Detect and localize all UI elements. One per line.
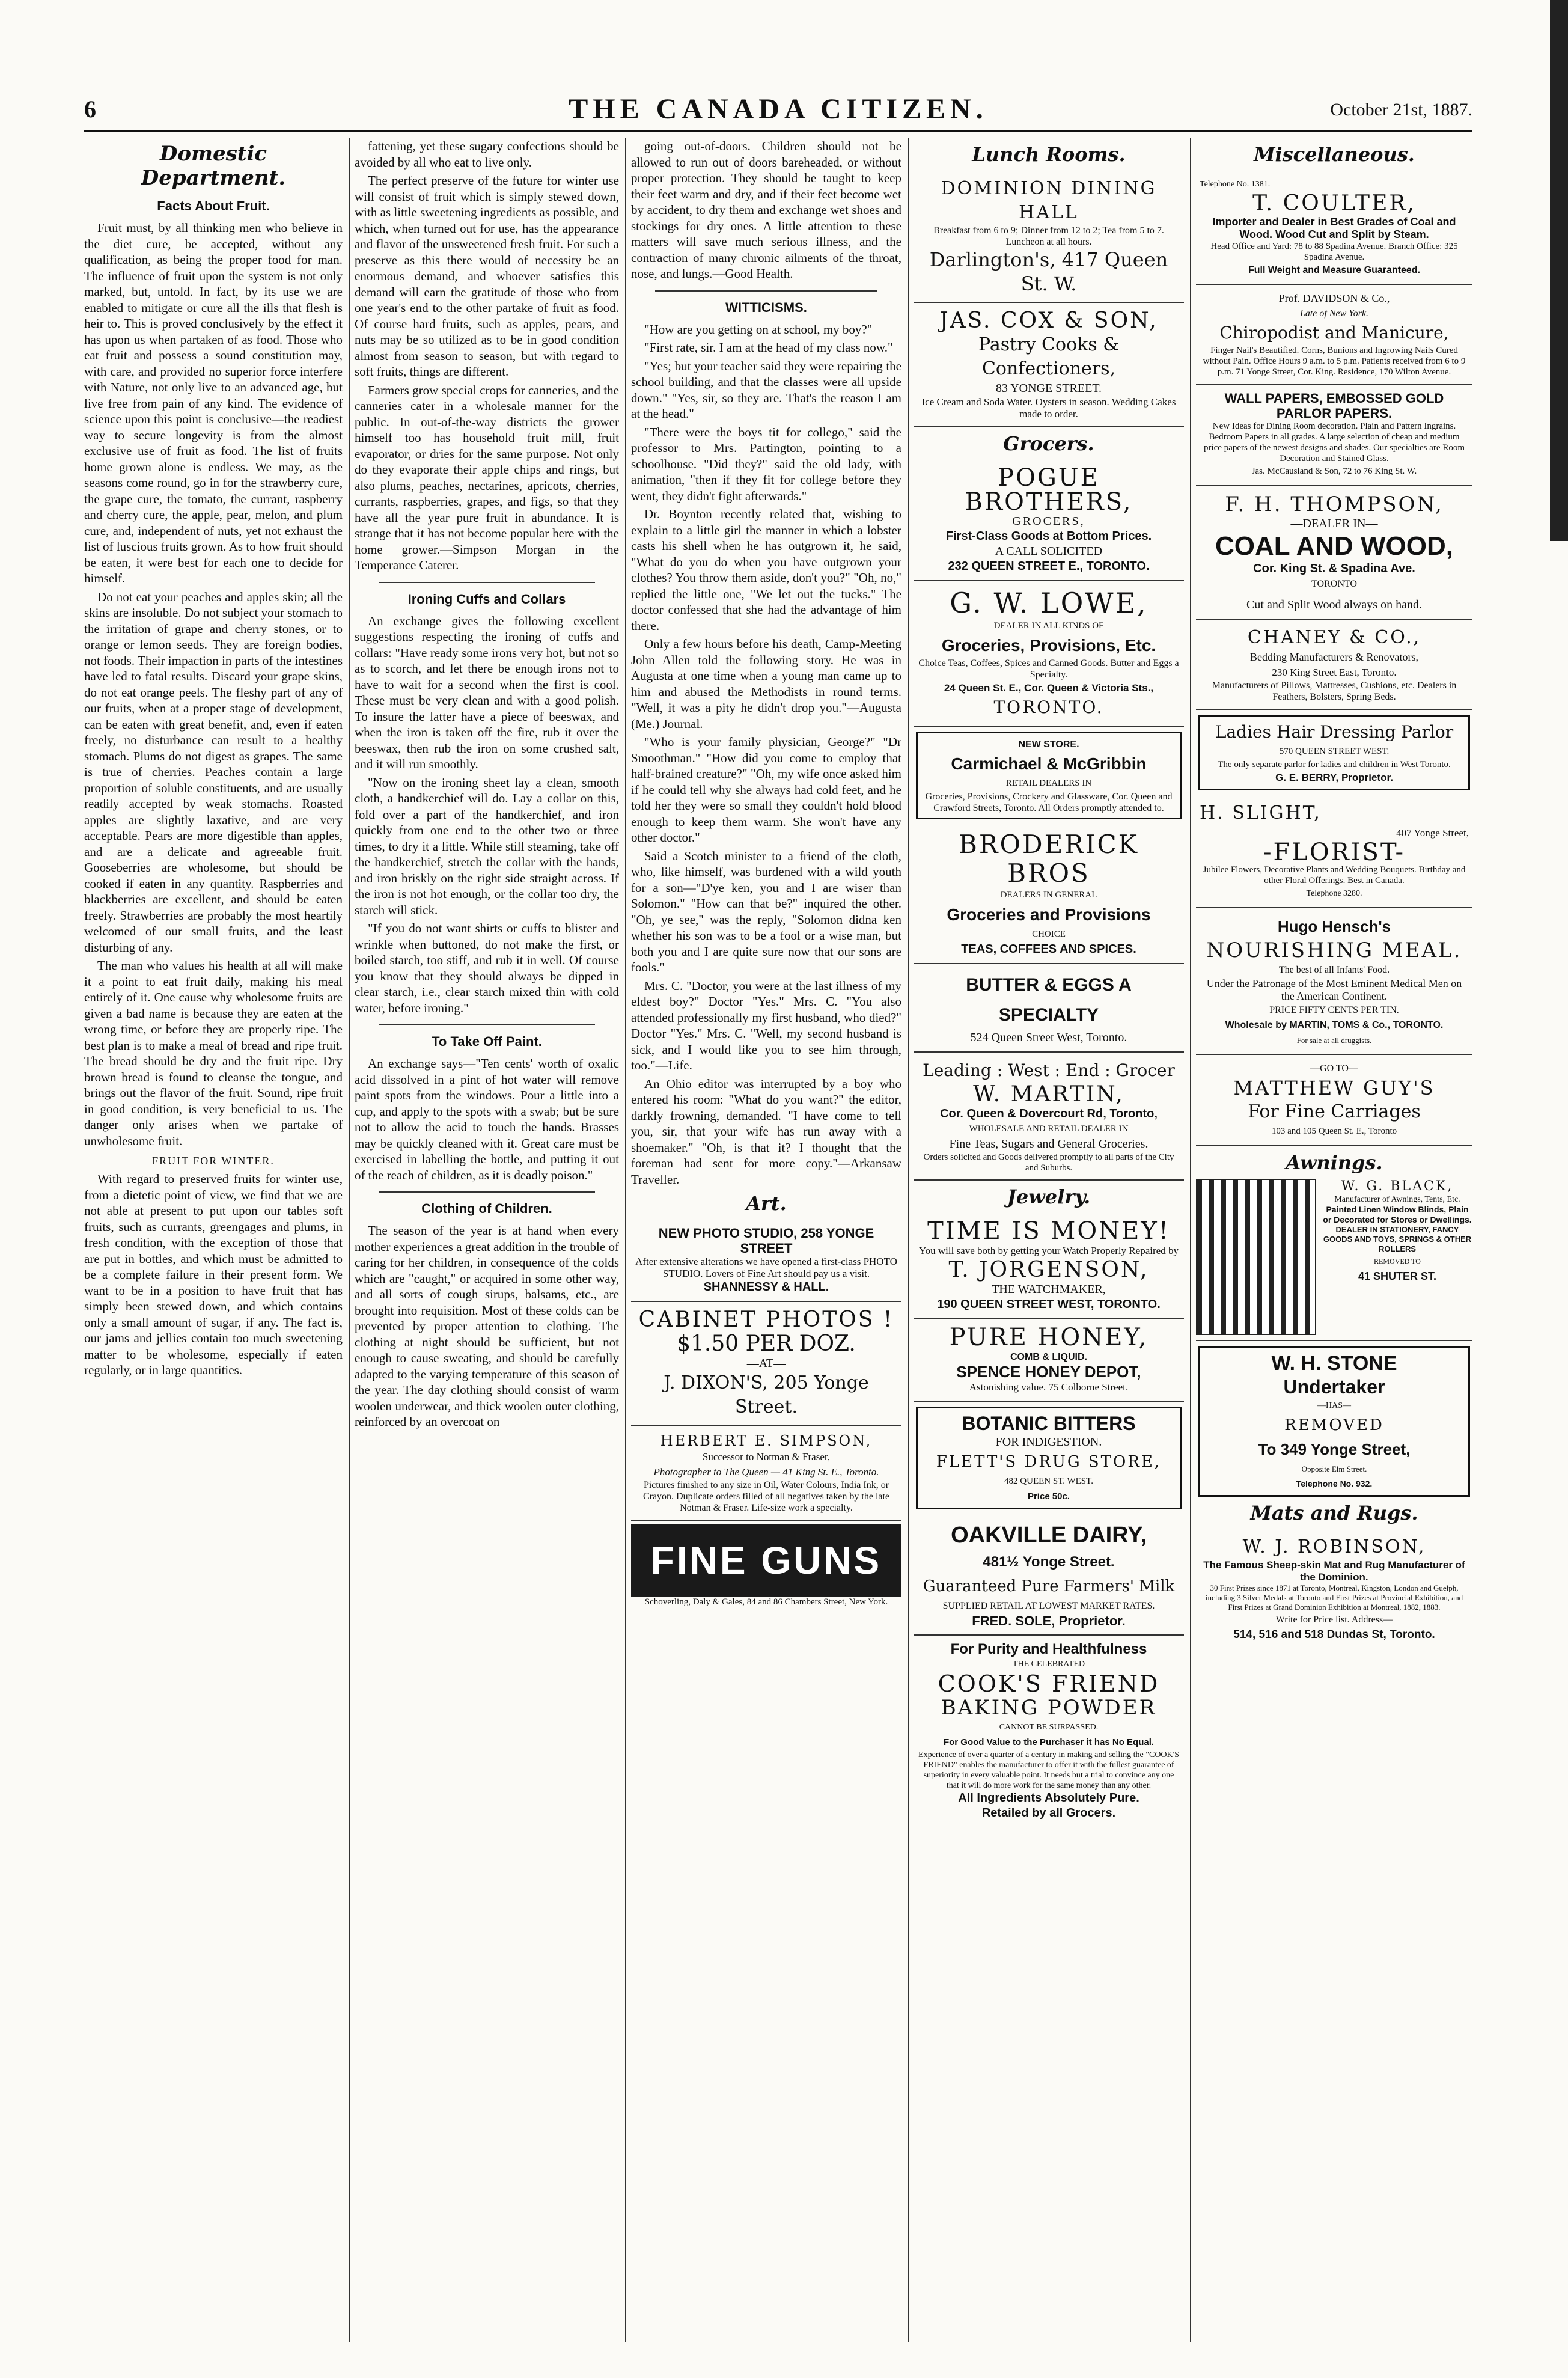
- ad-text: BAKING POWDER: [941, 1696, 1157, 1720]
- ad-text: REMOVED: [1284, 1416, 1384, 1434]
- ad-text: Schoverling, Daly & Gales, 84 and 86 Chambers Street, New York.: [644, 1597, 888, 1607]
- ad-pogue: [914, 460, 1184, 581]
- ad-slight-florist: [1196, 795, 1472, 908]
- ad-botanic: [916, 1407, 1182, 1509]
- ad-title: POGUE BROTHERS,: [965, 464, 1133, 516]
- article-title-fruit: Facts About Fruit.: [157, 198, 270, 213]
- ad-title: MATTHEW GUY'S: [1233, 1077, 1435, 1099]
- ad-text: CANNOT BE SURPASSED.: [999, 1723, 1099, 1732]
- ad-address: Darlington's, 417 Queen St. W.: [929, 248, 1168, 295]
- ad-address: 481½ Yonge Street.: [983, 1554, 1115, 1570]
- ad-text: The best of all Infants' Food.: [1278, 965, 1390, 975]
- ad-text: -FLORIST-: [1263, 839, 1405, 866]
- ad-text: The Famous Sheep-skin Mat and Rug Manufacturer of the Dominion.: [1203, 1559, 1465, 1583]
- ad-carmichael: [916, 732, 1182, 819]
- paragraph: "Now on the ironing sheet lay a clean, smooth cloth, a handkerchief will do. Lay a collar on this, fold over a part of the handkerchief, and iron quickly from one end to the other two or three times, to dry it a little. While still steaming, take off the handkerchief, stretch the collar with the hands, and iron briskly on the right side straight across. If the iron is not hot enough, or the collar too dry, the starch will stick.: [355, 775, 619, 917]
- ad-address: Cor. King St. & Spadina Ave.: [1253, 562, 1415, 575]
- ad-title: Prof. DAVIDSON & Co.,: [1278, 292, 1390, 304]
- ad-thompson: [1196, 486, 1472, 620]
- ad-text: Telephone No. 932.: [1296, 1479, 1373, 1488]
- ad-title: Carmichael & McGribbin: [951, 754, 1147, 773]
- column-2: [355, 138, 619, 2342]
- ad-text: Choice Teas, Coffees, Spices and Canned Goods. Butter and Eggs a Specialty.: [918, 658, 1179, 680]
- paragraph: fattening, yet these sugary confections should be avoided by all who eat to live only.: [355, 139, 619, 170]
- section-title-misc: Miscellaneous.: [1254, 143, 1415, 166]
- ad-text: TORONTO.: [993, 697, 1104, 717]
- ad-title: TIME IS MONEY!: [927, 1217, 1170, 1245]
- ad-address: 482 QUEEN ST. WEST.: [1004, 1476, 1093, 1486]
- article-title-witticisms: WITTICISMS.: [725, 299, 807, 315]
- column-3: [631, 138, 901, 2342]
- ad-price: PRICE FIFTY CENTS PER TIN.: [1269, 1005, 1399, 1015]
- page-number: 6: [84, 96, 96, 123]
- ad-text: SHANNESSY & HALL.: [703, 1280, 829, 1294]
- ad-text: Photographer to The Queen — 41 King St. E., Toronto.: [653, 1466, 879, 1478]
- ad-text: Full Weight and Measure Guaranteed.: [1248, 265, 1420, 275]
- ad-address: 232 QUEEN STREET E., TORONTO.: [948, 560, 1150, 573]
- paragraph: An exchange gives the following excellent suggestions respecting the ironing of cuffs and collars: "Have ready some irons very hot, but not so as to scorch, and let there be enough irons not to have to wait for a second when the first is cool. These must be very clean and with a good polish. To insure the latter have a piece of beeswax, and when the iron is taken off the fire, rub it over the beeswax, then rub the iron on some crushed salt, and it will run smoothly.: [355, 613, 619, 771]
- ad-text: For Purity and Healthfulness: [950, 1641, 1147, 1657]
- ad-text: COMB & LIQUID.: [1010, 1352, 1087, 1362]
- ad-text: Telephone 3280.: [1306, 889, 1362, 898]
- ad-text: Cut and Split Wood always on hand.: [1246, 598, 1422, 611]
- paragraph: With regard to preserved fruits for winter use, from a dietetic point of view, we find that we are not able at present to put upon our tables soft fruits, such as currants, greengages and plums, in fresh condition, with the exception of those that are put in bottles, and which must be admitted to be a complete failure in their present form. We want to be in a position to have fruit that has simply been stewed down, and which contains only a small amount of sugar, if any. The fact is, our jams and jellies contain too much sweetening matter to be wholesome, especially if eaten regularly, or in large quantities.: [84, 1172, 343, 1377]
- ad-title: W. MARTIN,: [973, 1082, 1124, 1107]
- ad-address: 514, 516 and 518 Dundas St, Toronto.: [1233, 1628, 1435, 1641]
- article-body-paint: [355, 1056, 619, 1183]
- ad-text: Ice Cream and Soda Water. Oysters in season. Wedding Cakes made to order.: [921, 396, 1176, 420]
- ad-title: COOK'S FRIEND: [938, 1670, 1160, 1697]
- article-body-winter: [84, 1171, 343, 1378]
- ad-text: THE WATCHMAKER,: [992, 1283, 1106, 1296]
- ad-text: Jas. McCausland & Son, 72 to 76 King St. W.: [1251, 466, 1417, 476]
- ad-text: SUPPLIED RETAIL AT LOWEST MARKET RATES.: [942, 1601, 1155, 1611]
- column-rule: [1190, 138, 1191, 2342]
- ad-ladies-hair: [1198, 715, 1470, 790]
- ad-text: Late of New York.: [1299, 308, 1369, 319]
- ad-title: NEW PHOTO STUDIO, 258 YONGE STREET: [658, 1226, 874, 1256]
- ad-text: Opposite Elm Street.: [1301, 1464, 1367, 1473]
- ad-title: CHANEY & CO.,: [1247, 627, 1421, 648]
- ad-text: WHOLESALE AND RETAIL DEALER IN: [969, 1124, 1129, 1134]
- ad-title: BRODERICK BROS: [959, 830, 1139, 888]
- ad-text: Telephone No. 1381.: [1200, 180, 1271, 189]
- ad-text: Retailed by all Grocers.: [981, 1806, 1116, 1820]
- section-title-art: Art.: [746, 1192, 787, 1215]
- ad-title: F. H. THOMPSON,: [1225, 492, 1444, 516]
- ad-text: You will save both by getting your Watch Properly Repaired by: [919, 1245, 1179, 1256]
- ad-title: H. SLIGHT,: [1200, 802, 1322, 824]
- article-body-fruit: [84, 220, 343, 1149]
- ad-title: WALL PAPERS, EMBOSSED GOLD PARLOR PAPERS.: [1224, 391, 1444, 421]
- ad-honey: [914, 1319, 1184, 1402]
- section-title-awnings: Awnings.: [1286, 1151, 1383, 1174]
- ad-address: Cor. Queen & Dovercourt Rd, Toronto,: [940, 1107, 1158, 1120]
- column-4: [914, 138, 1184, 2342]
- ad-text: All Ingredients Absolutely Pure.: [958, 1791, 1139, 1805]
- ad-text: COAL AND WOOD,: [1215, 531, 1453, 561]
- ad-address: 570 QUEEN STREET WEST.: [1279, 747, 1390, 756]
- paragraph: The season of the year is at hand when every mother experiences a great addition in the trouble of caring for her children, in consequence of the colds which are "caught," or acquired in some other way, and all sorts of cough sirups, balsams, etc., are brought into requisition. Most of these colds can be prevented by proper attention to clothing. The clothing at night should be sufficient, but not enough to cause sweating, and should be carefully adapted to the varying temperature of this season of the year. The day clothing should consist of warm woolen underwear, and thick woolen outer clothing, reinforced by an overcoat on: [355, 1223, 619, 1429]
- ad-robinson: [1196, 1529, 1472, 1648]
- ad-simpson: [631, 1426, 901, 1521]
- ad-text: CHOICE: [1032, 929, 1066, 939]
- ad-dominion-dining: [914, 171, 1184, 303]
- ad-black-awnings: [1196, 1179, 1472, 1341]
- ad-text: NEW STORE.: [1018, 739, 1079, 750]
- ad-text: SPENCE HONEY DEPOT,: [956, 1363, 1141, 1381]
- ad-text: First-Class Goods at Bottom Prices.: [945, 530, 1152, 543]
- ad-text: A CALL SOLICITED: [995, 545, 1103, 558]
- paragraph: Do not eat your peaches and apples skin; all the skins are insoluble. Do not subject your stomach to the irritation of grape and cherry stones, or to orange or lemon seeds. They are foreign bodies, not foods. Their impaction in parts of the intestines have led to fatal results. Discard your grape skins, do not eat orange peels. The fleshy part of any of our fruits, when at a proper stage of development, can be eaten with great benefit, and, even if eaten freely, no disturbance can result to a healthy stomach. Plums do not digest as grapes. The same is true of cherries. Peaches contain a large proportion of soluble constituents, and are usually readily accepted by weak stomachs. Roasted apples are slightly laxative, and are very acceptable. Pears are more digestible than apples, and are a delicate and agreeable fruit. Gooseberries are wholesome, but should be cooked if eaten in any quantity. Raspberries and blackberries are excellent, and should be eaten freely. Strawberries are probably the most heartily welcomed of our small fruits, and the least disturbing of any.: [84, 589, 343, 955]
- paragraph: "First rate, sir. I am at the head of my class now.": [644, 340, 893, 355]
- ad-address: Head Office and Yard: 78 to 88 Spadina Avenue. Branch Office: 325 Spadina Avenue.: [1210, 242, 1458, 262]
- ad-title: W. J. ROBINSON,: [1242, 1536, 1426, 1557]
- ad-text: NOURISHING MEAL.: [1206, 938, 1462, 962]
- ad-text: —HAS—: [1317, 1401, 1351, 1410]
- awning-illustration: [1196, 1179, 1316, 1335]
- ad-chaney: [1196, 620, 1472, 710]
- ad-text: Fine Teas, Sugars and General Groceries.: [949, 1137, 1149, 1151]
- ad-address: 230 King Street East, Toronto.: [1272, 667, 1397, 678]
- paragraph: going out-of-doors. Children should not be allowed to run out of doors bareheaded, or without proper protection. They should be taught to keep their feet warm and dry, and if their feet become wet by accident, to dry them and exchange wet shoes and stockings for dry ones. A little attention to these matters will save much serious illness, and the contraction of many chronic ailments of the throat, nose, and lungs.—Good Health.: [631, 139, 901, 281]
- section-title-lunch: Lunch Rooms.: [972, 143, 1126, 166]
- paragraph: An Ohio editor was interrupted by a boy who entered his room: "What do you want?" the editor, darkly frowning, demanded. "I have come to tell you, sir, that your wife has run away with a shoemaker." "Oh, is that it? I thought that the foreman had sent for more copy."—Arkansaw Traveller.: [631, 1076, 901, 1187]
- ad-text: For sale at all druggists.: [1296, 1036, 1372, 1045]
- column-1: [84, 138, 343, 2342]
- article-body-clothing: [355, 1223, 619, 1430]
- ad-text: Finger Nail's Beautified. Corns, Bunions and Ingrowing Nails Cured without Pain. Office Hours 9 a.m. to 5 p.m. Patients received from 6 to 9 p.m. 71 Yonge Street, Cor. King. Residence, 170 Wilton Avenue.: [1203, 346, 1466, 377]
- ad-text: New Ideas for Dining Room decoration. Plain and Pattern Ingrains. Bedroom Papers in all grades. A large selection of cheap and medium price papers of the newest designs and shades. Our specialties are Room Decoration and Stained Glass.: [1203, 421, 1465, 463]
- issue-date: October 21st, 1887.: [1330, 100, 1472, 120]
- ad-text: FOR INDIGESTION.: [995, 1435, 1102, 1449]
- section-title-grocers: Grocers.: [1003, 432, 1094, 455]
- ad-address: 524 Queen Street West, Toronto.: [970, 1031, 1127, 1044]
- ad-address: 83 YONGE STREET.: [995, 382, 1102, 395]
- ad-lowe: [914, 581, 1184, 727]
- ad-title: W. G. BLACK,: [1341, 1179, 1454, 1194]
- paragraph: "There were the boys tit for collego," said the professor to Mrs. Partington, pointing to a schoolhouse. "Did they?" said the old lady, with animation, "then if they fit for college before they went, they didn't fight afterwards.": [631, 424, 901, 503]
- ad-text: T. JORGENSON,: [948, 1258, 1149, 1282]
- section-title-mats: Mats and Rugs.: [1250, 1502, 1418, 1524]
- ad-text: Jubilee Flowers, Decorative Plants and Wedding Bouquets. Birthday and other Floral Offerings. Best in Canada.: [1203, 865, 1466, 885]
- ad-title: JAS. COX & SON,: [939, 308, 1158, 333]
- ad-title: T. COULTER,: [1252, 191, 1416, 216]
- ad-cabinet-photos: [631, 1302, 901, 1426]
- ad-text: DEALER IN ALL KINDS OF: [993, 621, 1104, 631]
- paragraph: "How are you getting on at school, my boy?": [644, 322, 873, 337]
- column-rule: [908, 138, 909, 2342]
- ad-text: DEALERS IN GENERAL: [1000, 890, 1097, 900]
- paper-title: THE CANADA CITIZEN.: [569, 93, 988, 125]
- ad-title: BOTANIC BITTERS: [962, 1413, 1136, 1434]
- paragraph: Mrs. C. "Doctor, you were at the last illness of my eldest boy?" Doctor "Yes." Mrs. C. "You also attended professionally my first husband, who died?" Doctor "Yes." Mrs. C. "Well, my second husband is sick, and I would like you to see him through, too."—Life.: [631, 978, 901, 1072]
- ad-text: Undertaker: [1283, 1376, 1385, 1398]
- paragraph: Fruit must, by all thinking men who believe in the diet cure, be accepted, without any qualification, as being the proper food for man. The influence of fruit upon the system is not only marked, but, untold. In fact, by its use we are enabled to mitigate or cure all the ills that flesh is heir to. This is proved conclusively by the effect it has upon us when partaken of as food. Those who eat fruit and possess a sound constitution may, with care, and provided no superior force interfere with Nature, not only live to an advanced age, but live free from pain of any kind. The evidence of science upon this point is conclusive—the readiest way to secure longevity is from the almost exclusive use of fruit as food. The list of fruits home grown alone is endless. We may, as the seasons come round, go in for the strawberry cure, the grape cure, the tomato, the currant, raspberry and cherry cure, the apple, pear, melon, and plum cure, and, independent of nuts, yet not exhaust the list of luscious fruits grown. As to how fruit should be eaten, it were best for each one to decide for himself.: [84, 221, 343, 585]
- ad-fine-guns-illustration: [631, 1524, 901, 1597]
- ad-text: RETAIL DEALERS IN: [1005, 778, 1092, 788]
- article-body-clothing-cont: [631, 138, 901, 282]
- scan-edge: [1550, 0, 1568, 541]
- article-body-witticisms: [631, 322, 901, 1188]
- ad-title: OAKVILLE DAIRY,: [951, 1523, 1147, 1548]
- article-body-collars: [355, 613, 619, 1016]
- paragraph: An exchange says—"Ten cents' worth of oxalic acid dissolved in a pint of hot water will remove paint spots from the windows. Pour a little into a cup, and apply to the spots with a swab; but be sure not to allow the acid to touch the hands. Brasses may be quickly cleaned with it. Great care must be exercised in labelling the bottle, and putting it out of the reach of children, as it is deadly poison.": [355, 1056, 619, 1182]
- ad-butter-eggs: [914, 964, 1184, 1053]
- ad-text: Manufacturer of Awnings, Tents, Etc.: [1334, 1195, 1460, 1204]
- paragraph: Dr. Boynton recently related that, wishing to explain to a little girl the manner in which a lobster casts his shell when he has outgrown it, he said, "What do you do when you have outgrown your clothes? You throw them aside, don't you?" "Oh, no," replied the little one, "We let out the tucks." The doctor confessed that she had the advantage of him there.: [631, 507, 901, 633]
- ad-text: For Fine Carriages: [1248, 1101, 1421, 1122]
- paragraph: Only a few hours before his death, Camp-Meeting John Allen told the following story. He was in Augusta at one time when a young man came up to him and abused the Methodists in round terms. "Well, it was a pity he didn't drop you."—Augusta (Me.) Journal.: [631, 637, 901, 731]
- ad-address: 24 Queen St. E., Cor. Queen & Victoria Sts.,: [944, 682, 1154, 694]
- ad-text: —DEALER IN—: [1290, 517, 1378, 530]
- ad-matthew-guy: [1196, 1055, 1472, 1146]
- ad-text: Painted Linen Window Blinds, Plain or Decorated for Stores or Dwellings.: [1323, 1205, 1472, 1224]
- ad-text: TORONTO: [1311, 579, 1357, 589]
- ad-text: THE CELEBRATED: [1012, 1660, 1085, 1669]
- ad-text: Groceries, Provisions, Etc.: [941, 636, 1156, 655]
- ad-broderick: [914, 824, 1184, 964]
- ad-title: W. H. STONE: [1271, 1352, 1397, 1375]
- ad-text: Write for Price list. Address—: [1275, 1615, 1393, 1625]
- ad-address: 407 Yonge Street,: [1396, 827, 1469, 839]
- ad-text: Leading : West : End : Grocer: [923, 1060, 1175, 1080]
- ad-text: 30 First Prizes since 1871 at Toronto, Montreal, Kingston, London and Guelph, including 3 Silver Medals at Toronto and First Prizes at Provincial Exhibition, and First Prizes at Grand Dominion Exhibition at Montreal, 1882, 1883.: [1205, 1583, 1463, 1612]
- paragraph: "Who is your family physician, George?" "Dr Smoothman." "How did you come to employ that half-brained creature?" "Oh, my wife once asked him if he could tell why she always had cold feet, and he told her they were so small they couldn't hold blood enough to keep them warm. She won't have any other doctor.": [631, 735, 901, 845]
- divider: [655, 290, 877, 292]
- ad-text: Pictures finished to any size in Oil, Water Colours, India Ink, or Crayon. Duplicate orders filled of all negatives taken by the late Notman & Fraser. Life-size work a specialty.: [642, 1480, 890, 1513]
- ad-davidson: [1196, 285, 1472, 385]
- ad-text: FRED. SOLE, Proprietor.: [972, 1613, 1126, 1628]
- ad-address: 103 and 105 Queen St. E., Toronto: [1271, 1126, 1397, 1136]
- ad-address: J. DIXON'S, 205 Yonge Street.: [664, 1372, 869, 1417]
- ad-text-block: [1322, 1179, 1472, 1284]
- ad-nourishing-meal: [1196, 908, 1472, 1055]
- ad-text: Breakfast from 6 to 9; Dinner from 12 to 2; Tea from 5 to 7. Luncheon at all hours.: [933, 225, 1164, 247]
- ad-text: GROCERS,: [1012, 515, 1085, 528]
- ad-text: —GO TO—: [1310, 1063, 1358, 1074]
- ad-price: Price 50c.: [1027, 1491, 1070, 1502]
- ad-title: DOMINION DINING HALL: [941, 178, 1157, 223]
- section-title-domestic: Domestic Department.: [141, 142, 286, 190]
- ad-title: HERBERT E. SIMPSON,: [660, 1432, 873, 1449]
- ad-text: After extensive alterations we have opened a first-class PHOTO STUDIO. Lovers of Fine Art should pay us a visit.: [635, 1256, 897, 1279]
- ad-jorgenson: [914, 1213, 1184, 1319]
- column-5: [1196, 138, 1472, 2342]
- ad-text: G. E. BERRY, Proprietor.: [1275, 772, 1393, 783]
- paragraph: The man who values his health at all will make it a point to eat fruit daily, making his meal entirely of it. One cause why wholesome fruits are given a bad name is because they are eaten at the wrong time, or before they are properly ripe. The best plan is to make a meal of bread and ripe fruit. The bread should be dry and the fruit ripe. Dry brown bread is found to cleanse the tongue, and brings out the flavor of the fruit. Sound, ripe fruit in good condition, is very beneficial to us. The danger only arises when we partake of unwholesome fruit.: [84, 958, 343, 1148]
- ad-title: PURE HONEY,: [949, 1324, 1149, 1351]
- ad-text: For Good Value to the Purchaser it has No Equal.: [943, 1737, 1155, 1747]
- ad-oakville: [914, 1514, 1184, 1636]
- column-rule: [625, 138, 626, 2342]
- ad-text: Under the Patronage of the Most Eminent Medical Men on the American Continent.: [1206, 977, 1462, 1002]
- ad-wallpapers: [1196, 385, 1472, 486]
- ad-text: Bedding Manufacturers & Renovators,: [1250, 651, 1418, 663]
- ad-title: Ladies Hair Dressing Parlor: [1215, 722, 1454, 742]
- ad-text: Successor to Notman & Fraser,: [702, 1451, 831, 1463]
- paragraph: The perfect preserve of the future for winter use will consist of fruit which is simply stewed down, with as little sweetening ingredients as possible, and which, when turned out for use, has the appearance and flavor of the unsweetened fresh fruit. For such a preserve as this there would of necessity be an enormous demand, and whoever satisfies this demand will earn the gratitude of those who from one year's end to the other partake of fruit as food. Of course hard fruits, such as apples, pears, and nuts may be so utilized as to be in good condition almost from season to season, but with regard to soft fruits, things are different.: [355, 173, 619, 379]
- ad-price: $1.50 PER DOZ.: [677, 1331, 856, 1356]
- ad-text: Experience of over a quarter of a century in making and selling the "COOK'S FRIEND" enables the manufacturer to offer it with the fullest guarantee of superiority in every valuable point. It needs but a trial to convince any one that it will do more work for the same money than any other.: [918, 1750, 1179, 1790]
- ad-text: Manufacturers of Pillows, Mattresses, Cushions, etc. Dealers in Feathers, Bolsters, Spring Beds.: [1212, 680, 1457, 702]
- ad-text: Wholesale by MARTIN, TOMS & Co., TORONTO.: [1225, 1020, 1444, 1030]
- ad-text: —AT—: [746, 1357, 786, 1370]
- paragraph: Farmers grow special crops for canneries, and the canneries cater in a wholesale manner for the public. In out-of-the-way districts the grower himself too has household fruit mill, fruit evaporator, or dries for the same purpose. Not only do they evaporate their apple chips and rings, but also plums, peaches, nectarines, apricots, cherries, currants, raspberries, grapes, and figs, so that they have all the year pure fruit in abundance. It is strange that it has not become popular here with the home grower.—Simpson Morgan in the Temperance Caterer.: [355, 382, 619, 572]
- ad-cox: [914, 303, 1184, 427]
- divider: [379, 1024, 595, 1025]
- article-title-clothing: Clothing of Children.: [421, 1201, 552, 1216]
- ad-stone-undertaker: [1198, 1346, 1470, 1497]
- ad-title: CABINET PHOTOS !: [638, 1307, 894, 1332]
- ad-address: 41 SHUTER ST.: [1358, 1270, 1437, 1282]
- ad-text: Orders solicited and Goods delivered promptly to all parts of the City and Suburbs.: [923, 1152, 1174, 1173]
- ad-text: Pastry Cooks & Confectioners,: [978, 334, 1119, 379]
- ad-martin: [914, 1053, 1184, 1181]
- ad-text: TEAS, COFFEES AND SPICES.: [961, 943, 1136, 956]
- article-title-collars: Ironing Cuffs and Collars: [407, 591, 566, 607]
- divider: [379, 1191, 595, 1193]
- ad-text: The only separate parlor for ladies and children in West Toronto.: [1218, 760, 1451, 769]
- ad-title: Hugo Hensch's: [1277, 917, 1391, 935]
- ad-text: FLETT'S DRUG STORE,: [936, 1453, 1162, 1471]
- subhead-winter: FRUIT FOR WINTER.: [152, 1155, 275, 1167]
- page-header: [84, 90, 1472, 132]
- ad-title: FINE GUNS: [650, 1539, 882, 1582]
- ad-title: BUTTER & EGGS A SPECIALTY: [966, 975, 1132, 1025]
- ad-text: Groceries, Provisions, Crockery and Glassware, Cor. Queen and Crawford Streets, Toronto. All Orders promptly attended to.: [925, 792, 1173, 813]
- section-title-jewelry: Jewelry.: [1007, 1185, 1091, 1208]
- ad-coulter: [1196, 171, 1472, 285]
- ad-title: G. W. LOWE,: [950, 587, 1148, 619]
- ad-text: Groceries and Provisions: [947, 905, 1151, 924]
- ad-text: DEALER IN STATIONERY, FANCY GOODS AND TOYS, SPRINGS & OTHER ROLLERS: [1323, 1225, 1472, 1253]
- paragraph: Said a Scotch minister to a friend of the cloth, who, like himself, was burdened with a wild youth for a son—"D'ye ken, you and I are wiser than Solomon." "How can that be?" inquired the other. "Oh, ye see," was the reply, "Solomon didna ken whether his son was to be a fool or a wise man, but both you and I are quite sure now that our sons are fools.": [631, 848, 901, 974]
- ad-text: Guaranteed Pure Farmers' Milk: [923, 1577, 1175, 1595]
- ad-cooks-friend: [914, 1636, 1184, 1827]
- article-body-fruit-cont: [355, 138, 619, 573]
- ad-address: 190 QUEEN STREET WEST, TORONTO.: [937, 1298, 1161, 1311]
- paragraph: "If you do not want shirts or cuffs to blister and wrinkle when buttoned, do not make the first, or boiled starch, too stiff, and rub it in well. Of course you know that they should always be dipped in clear starch, i.e., clear starch mixed thin with cold water, before ironing.": [355, 921, 619, 1015]
- ad-text: Importer and Dealer in Best Grades of Coal and Wood. Wood Cut and Split by Steam.: [1212, 216, 1456, 240]
- ad-text: Chiropodist and Manicure,: [1219, 323, 1449, 343]
- paragraph: "Yes; but your teacher said they were repairing the school building, and that the classes were all upside down." "Yes, sir, so they are. That's the reason I am at the head.": [631, 358, 901, 421]
- article-title-paint: To Take Off Paint.: [432, 1034, 542, 1049]
- ad-text: REMOVED TO: [1374, 1257, 1421, 1265]
- divider: [379, 582, 595, 583]
- column-rule: [349, 138, 350, 2342]
- ad-text: Astonishing value. 75 Colborne Street.: [969, 1381, 1129, 1393]
- ad-photo-studio: [631, 1220, 901, 1302]
- ad-address: To 349 Yonge Street,: [1258, 1440, 1411, 1458]
